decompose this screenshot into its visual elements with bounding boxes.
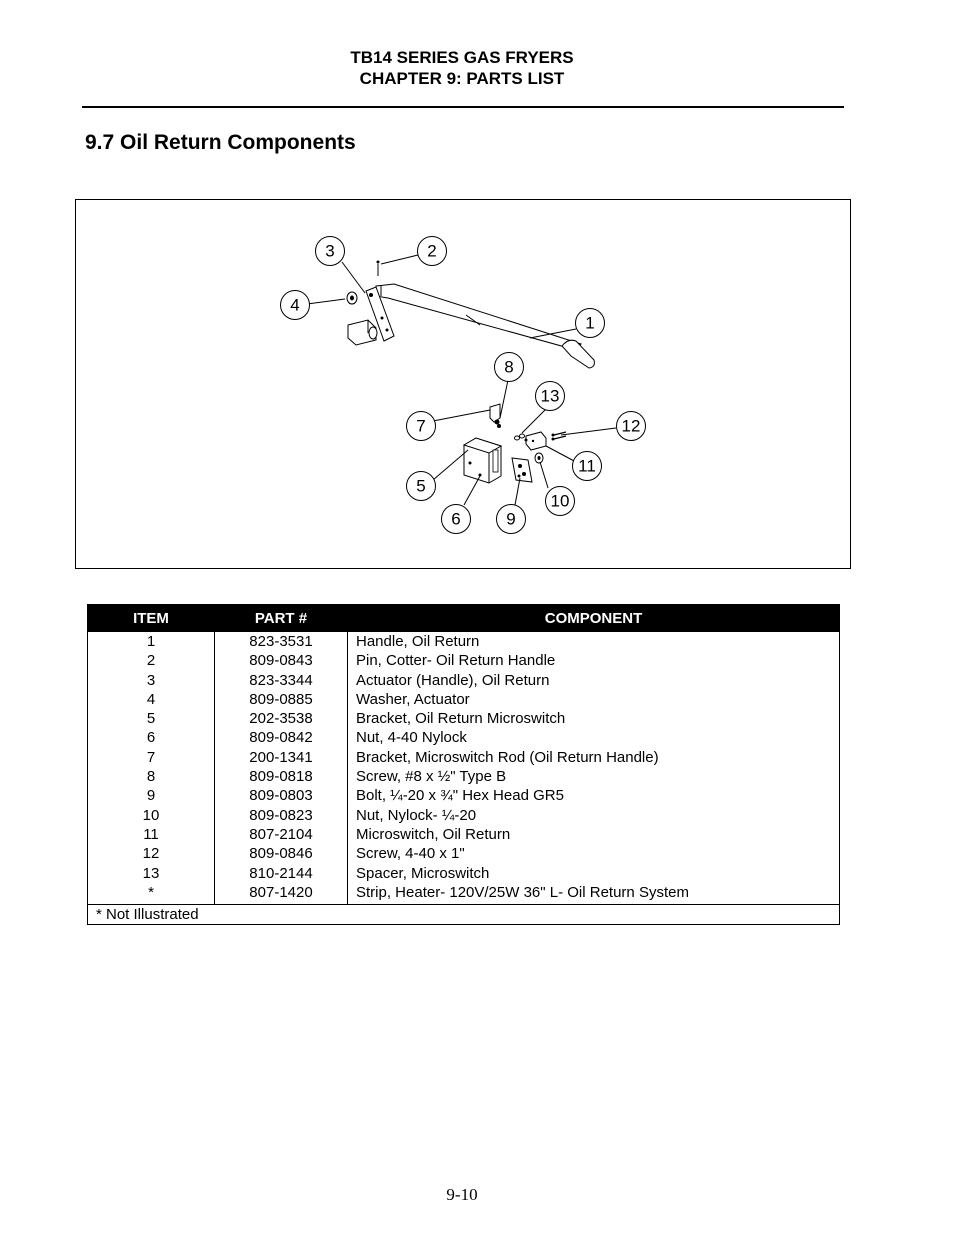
component-cell: Handle, Oil Return: [348, 632, 840, 652]
callout-2: [418, 237, 447, 266]
callout-12: [617, 412, 646, 441]
table-row: [88, 786, 840, 805]
item-cell: 8: [88, 767, 215, 786]
table-row: [88, 671, 840, 690]
svg-text:13: 13: [540, 386, 560, 406]
diagram-drawing: [76, 200, 850, 568]
table-note-row: [88, 905, 840, 925]
part-number-cell: 200-1341: [215, 748, 348, 767]
part-number-cell: 809-0803: [215, 786, 348, 805]
page-number: 9-10: [446, 1185, 478, 1204]
svg-text:11: 11: [578, 456, 596, 476]
item-cell: 12: [88, 844, 215, 863]
parts-table: [87, 604, 840, 925]
table-row: [88, 883, 840, 905]
column-header-part-number: PART #: [215, 605, 348, 632]
table-row: [88, 748, 840, 767]
callout-10: [546, 487, 575, 516]
component-cell: Microswitch, Oil Return: [348, 825, 840, 844]
part-number-cell: 807-1420: [215, 883, 348, 905]
actuator-mount-block-drawing: [348, 320, 377, 345]
document-header-chapter: CHAPTER 9: PARTS LIST: [359, 69, 565, 88]
nylock-nut-drawing: [535, 453, 543, 463]
table-row: [88, 632, 840, 652]
component-cell: Pin, Cotter- Oil Return Handle: [348, 651, 840, 670]
item-cell: 9: [88, 786, 215, 805]
column-header-item: ITEM: [88, 605, 215, 632]
item-cell: 5: [88, 709, 215, 728]
callout-9: [497, 505, 526, 534]
component-cell: Nut, Nylock- ¼-20: [348, 806, 840, 825]
component-cell: Washer, Actuator: [348, 690, 840, 709]
part-number-cell: 810-2144: [215, 864, 348, 883]
microswitch-rod-bracket-drawing: [490, 404, 501, 428]
part-number-cell: 809-0885: [215, 690, 348, 709]
callout-8: [495, 353, 524, 382]
component-cell: Actuator (Handle), Oil Return: [348, 671, 840, 690]
item-cell: 11: [88, 825, 215, 844]
item-cell: 2: [88, 651, 215, 670]
component-cell: Nut, 4-40 Nylock: [348, 728, 840, 747]
component-cell: Strip, Heater- 120V/25W 36" L- Oil Return System: [348, 883, 840, 905]
callout-3: [316, 237, 345, 266]
component-cell: Screw, 4-40 x 1": [348, 844, 840, 863]
svg-text:9: 9: [506, 509, 516, 529]
callout-1: [576, 309, 605, 338]
table-header-row: [88, 605, 840, 632]
table-row: [88, 709, 840, 728]
table-row: [88, 767, 840, 786]
svg-text:8: 8: [504, 357, 514, 377]
part-number-cell: 807-2104: [215, 825, 348, 844]
item-cell: 7: [88, 748, 215, 767]
header-rule: [82, 106, 844, 108]
svg-text:12: 12: [621, 416, 641, 436]
callout-11: [573, 452, 602, 481]
bolt-plate-drawing: [512, 458, 532, 482]
part-number-cell: 809-0823: [215, 806, 348, 825]
svg-text:10: 10: [550, 491, 570, 511]
svg-text:7: 7: [416, 416, 426, 436]
callout-4: [281, 291, 310, 320]
svg-text:1: 1: [585, 313, 595, 333]
cotter-pin-drawing: [377, 261, 380, 277]
column-header-component: COMPONENT: [348, 605, 840, 632]
table-row: [88, 844, 840, 863]
item-cell: 10: [88, 806, 215, 825]
callout-7: [407, 412, 436, 441]
callout-5: [407, 472, 436, 501]
part-number-cell: 823-3344: [215, 671, 348, 690]
microswitch-drawing: [526, 432, 546, 450]
item-cell: 4: [88, 690, 215, 709]
microswitch-bracket-drawing: [464, 438, 501, 483]
handle-oil-return-drawing: [376, 284, 594, 368]
table-row: [88, 728, 840, 747]
svg-text:6: 6: [451, 509, 461, 529]
svg-text:4: 4: [290, 295, 300, 315]
component-cell: Spacer, Microswitch: [348, 864, 840, 883]
part-number-cell: 202-3538: [215, 709, 348, 728]
svg-text:2: 2: [427, 241, 437, 261]
svg-text:3: 3: [325, 241, 335, 261]
component-cell: Bracket, Oil Return Microswitch: [348, 709, 840, 728]
table-row: [88, 690, 840, 709]
screw-4-40-drawing: [552, 432, 567, 441]
item-cell: 1: [88, 632, 215, 652]
component-cell: Bracket, Microswitch Rod (Oil Return Handle): [348, 748, 840, 767]
callout-6: [442, 505, 471, 534]
callout-13: [536, 382, 565, 411]
item-cell: 6: [88, 728, 215, 747]
part-number-cell: 809-0846: [215, 844, 348, 863]
washer-drawing: [347, 292, 357, 304]
part-number-cell: 809-0818: [215, 767, 348, 786]
component-cell: Bolt, ¼-20 x ¾" Hex Head GR5: [348, 786, 840, 805]
document-header-title: TB14 SERIES GAS FRYERS: [350, 48, 574, 67]
part-number-cell: 809-0842: [215, 728, 348, 747]
item-cell: 3: [88, 671, 215, 690]
item-cell: *: [88, 883, 215, 905]
component-cell: Screw, #8 x ½" Type B: [348, 767, 840, 786]
table-row: [88, 825, 840, 844]
exploded-parts-diagram: [75, 199, 851, 569]
table-row: [88, 806, 840, 825]
part-number-cell: 809-0843: [215, 651, 348, 670]
table-row: [88, 651, 840, 670]
item-cell: 13: [88, 864, 215, 883]
svg-text:5: 5: [416, 476, 426, 496]
table-row: [88, 864, 840, 883]
part-number-cell: 823-3531: [215, 632, 348, 652]
not-illustrated-note: * Not Illustrated: [88, 905, 840, 925]
section-title: 9.7 Oil Return Components: [85, 131, 356, 154]
